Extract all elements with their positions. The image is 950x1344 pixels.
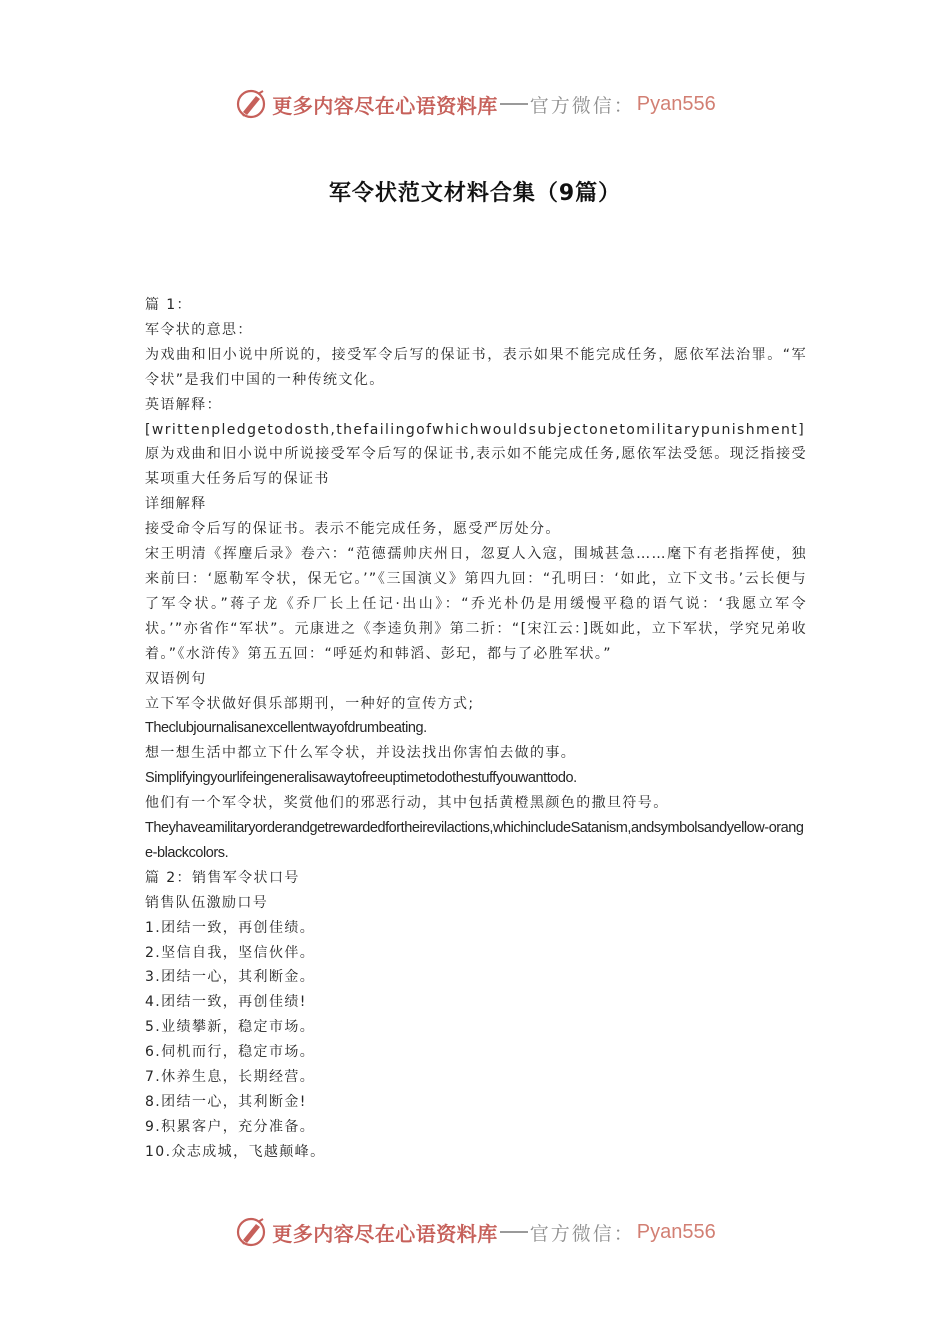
english-sentence: Simplifyingyourlifeingeneralisawaytofreeuptimetodothestuffyouwanttodo.: [145, 770, 577, 787]
banner-separator: [500, 1231, 528, 1233]
list-item: 1.团结一致，再创佳绩。: [145, 919, 316, 936]
paragraph: 销售队伍激励口号: [145, 894, 269, 911]
pen-logo-icon: [234, 1214, 270, 1250]
banner-brand: 更多内容尽在心语资料库: [272, 93, 498, 118]
section-heading-2: 篇 2：销售军令状口号: [145, 869, 300, 886]
pen-logo-icon: [234, 86, 270, 122]
paragraph: 想一想生活中都立下什么军令状，并设法找出你害怕去做的事。: [145, 745, 577, 762]
list-item: 2.坚信自我，坚信伙伴。: [145, 944, 316, 961]
paragraph: 接受命令后写的保证书。表示不能完成任务，愿受严厉处分。: [145, 521, 561, 538]
paragraph: [writtenpledgetodosth,thefailingofwhichwouldsubjectonetomilitarypunishment]原为戏曲和旧小说中所说接受军令后写的保证书,表示如不能完成任务,愿依军法受惩。现泛指接受某项重大任务后写的保证书: [145, 421, 807, 488]
paragraph: 军令状的意思：: [145, 321, 253, 338]
document-body: [145, 293, 807, 1165]
banner-separator: [500, 103, 528, 105]
english-sentence: Theyhaveamilitaryorderandgetrewardedfortheirevilactions,whichincludeSatanism,andsymbolsandyellow-orange-blackcolors.: [145, 820, 804, 861]
paragraph: 立下军令状做好俱乐部期刊，一种好的宣传方式;: [145, 695, 475, 712]
paragraph: 宋王明清《挥麈后录》卷六：“范德孺帅庆州日，忽夏人入寇，围城甚急……麾下有老指挥使，独来前曰：‘愿勒军令状，保无它。’”《三国演义》第四九回：“孔明曰：‘如此，立下文书。’云长便与了军令状。”蒋子龙《乔厂长上任记·出山》：“乔光朴仍是用缓慢平稳的语气说：‘我愿立军令状。’”亦省作“军状”。元康进之《李逵负荆》第二折：“[宋江云：]既如此，立下军状，学究兄弟收着。”《水浒传》第五五回：“呼延灼和韩滔、彭玘，都与了必胜军状。”: [145, 546, 807, 662]
banner-wechat-id: Pyan556: [636, 92, 716, 115]
banner-official: 官方微信：: [529, 94, 635, 117]
banner-wechat-id: Pyan556: [636, 1220, 716, 1243]
paragraph: 为戏曲和旧小说中所说的，接受军令后写的保证书，表示如果不能完成任务，愿依军法治罪。“军令状”是我们中国的一种传统文化。: [145, 346, 807, 388]
paragraph: 双语例句: [145, 670, 207, 687]
list-item: 7.休养生息，长期经营。: [145, 1069, 316, 1086]
document-title: 军令状范文材料合集（9篇）: [328, 181, 622, 206]
banner-official: 官方微信：: [529, 1222, 635, 1245]
list-item: 3.团结一心，其利断金。: [145, 969, 316, 986]
paragraph: 详细解释: [145, 496, 207, 513]
list-item: 4.团结一致，再创佳绩!: [145, 994, 307, 1011]
list-item: 10.众志成城，飞越颠峰。: [145, 1143, 326, 1160]
list-item: 5.业绩攀新，稳定市场。: [145, 1019, 316, 1036]
header-banner: [0, 82, 950, 126]
paragraph: 英语解释：: [145, 396, 222, 413]
section-heading-1: 篇 1：: [145, 297, 192, 313]
list-item: 8.团结一心，其利断金!: [145, 1094, 307, 1110]
english-sentence: Theclubjournalisanexcellentwayofdrumbeating.: [145, 720, 427, 737]
list-item: 6.伺机而行，稳定市场。: [145, 1044, 316, 1061]
list-item: 9.积累客户，充分准备。: [145, 1118, 316, 1135]
banner-brand: 更多内容尽在心语资料库: [272, 1221, 498, 1246]
footer-banner: [0, 1210, 950, 1254]
paragraph: 他们有一个军令状，奖赏他们的邪恶行动，其中包括黄橙黑颜色的撒旦符号。: [145, 795, 669, 812]
